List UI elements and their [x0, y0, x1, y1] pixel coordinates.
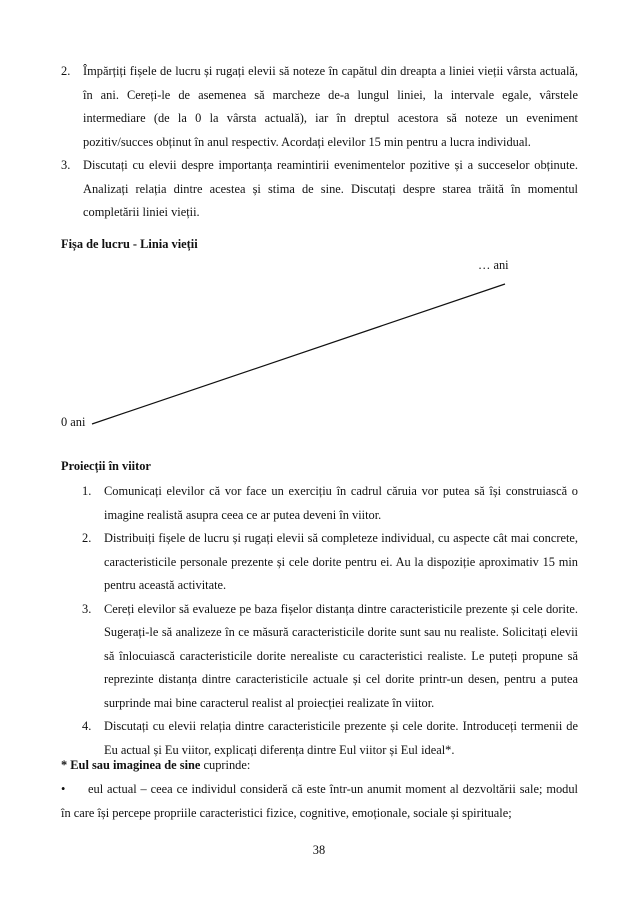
footnote-heading [61, 754, 578, 778]
footnote-title-rest: cuprinde: [200, 758, 251, 772]
item-number: 4. [82, 719, 92, 733]
item-number: 2. [61, 64, 71, 78]
item-number: 1. [82, 484, 92, 498]
item-text: Cereți elevilor să evalueze pe baza fișelor distanța dintre caracteristicile prezente și cele dorite. Sugerați-le să analizeze în ce măsură caracteristicile dorite sunt sau nu realiste. Solicitați elevii să înlocuiască caracteristicile dorite nerealiste cu caracteristici realiste. Le puteți propune să reprezinte distanța dintre caracteristicile actuale și cel dorite printr-un desen, pentru a putea surprinde mai bine caracterul realist al proiecției realizate în viitor. [104, 601, 578, 710]
list-item [82, 480, 578, 527]
life-line-end-label: … ani [478, 258, 509, 272]
item-text: Distribuiți fișele de lucru și rugați elevii să completeze individual, cu aspecte cât mai concrete, caracteristicile personale prezente și cele dorite pentru ei. Au la dispoziție aproximativ 15 min pentru această activitate. [104, 531, 578, 592]
footnote-bullet-item [61, 778, 578, 825]
item-text: Împărțiți fișele de lucru și rugați elevii să noteze în capătul din dreapta a liniei vieții vârsta actuală, în ani. Cereți-le de asemenea să marcheze de-a lungul liniei, la intervale egale, vârstele intermediare (de la 0 la vârsta actuală), iar în dreptul acestora să noteze un eveniment pozitiv/succes obținut în anul respectiv. Acordați elevilor 15 min pentru a lucra individual. [83, 64, 578, 149]
item-text: Discutați cu elevii despre importanța reamintirii evenimentelor pozitive și a succeselor obținute. Analizați relația dintre acestea și stima de sine. Discutați despre starea trăită în momentul completării liniei vieții. [83, 158, 578, 219]
bullet-marker: • [61, 782, 66, 796]
worksheet-title: Fișa de lucru - Linia vieții [61, 237, 198, 251]
future-projections-list [82, 480, 578, 762]
list-item [82, 598, 578, 716]
item-number: 2. [82, 531, 92, 545]
bullet-text: eul actual – ceea ce individul consideră că este într-un anumit moment al dezvoltării sale; modul în care își percepe propriile caracteristici fizice, cognitive, emoționale, sociale și spirituale; [61, 782, 578, 820]
item-number: 3. [82, 601, 92, 616]
footnote-title: * Eul sau imaginea de sine [61, 758, 201, 772]
section-title: Proiecții în viitor [61, 459, 151, 473]
item-number: 3. [61, 158, 71, 172]
item-text: Comunicați elevilor că vor face un exercițiu în cadrul căruia vor putea să își construiască o imagine realistă asupra ceea ce ar putea deveni în viitor. [104, 484, 578, 522]
life-line [92, 284, 505, 424]
item-text: Discutați cu elevii relația dintre caracteristicile prezente și cele dorite. Introduceți termenii de Eu actual și Eu viitor, explicați diferența dintre Eul viitor și Eul ideal*. [104, 719, 578, 757]
list-item [82, 527, 578, 598]
life-line-start-label: 0 ani [61, 415, 86, 429]
page-number: 38 [312, 843, 326, 857]
